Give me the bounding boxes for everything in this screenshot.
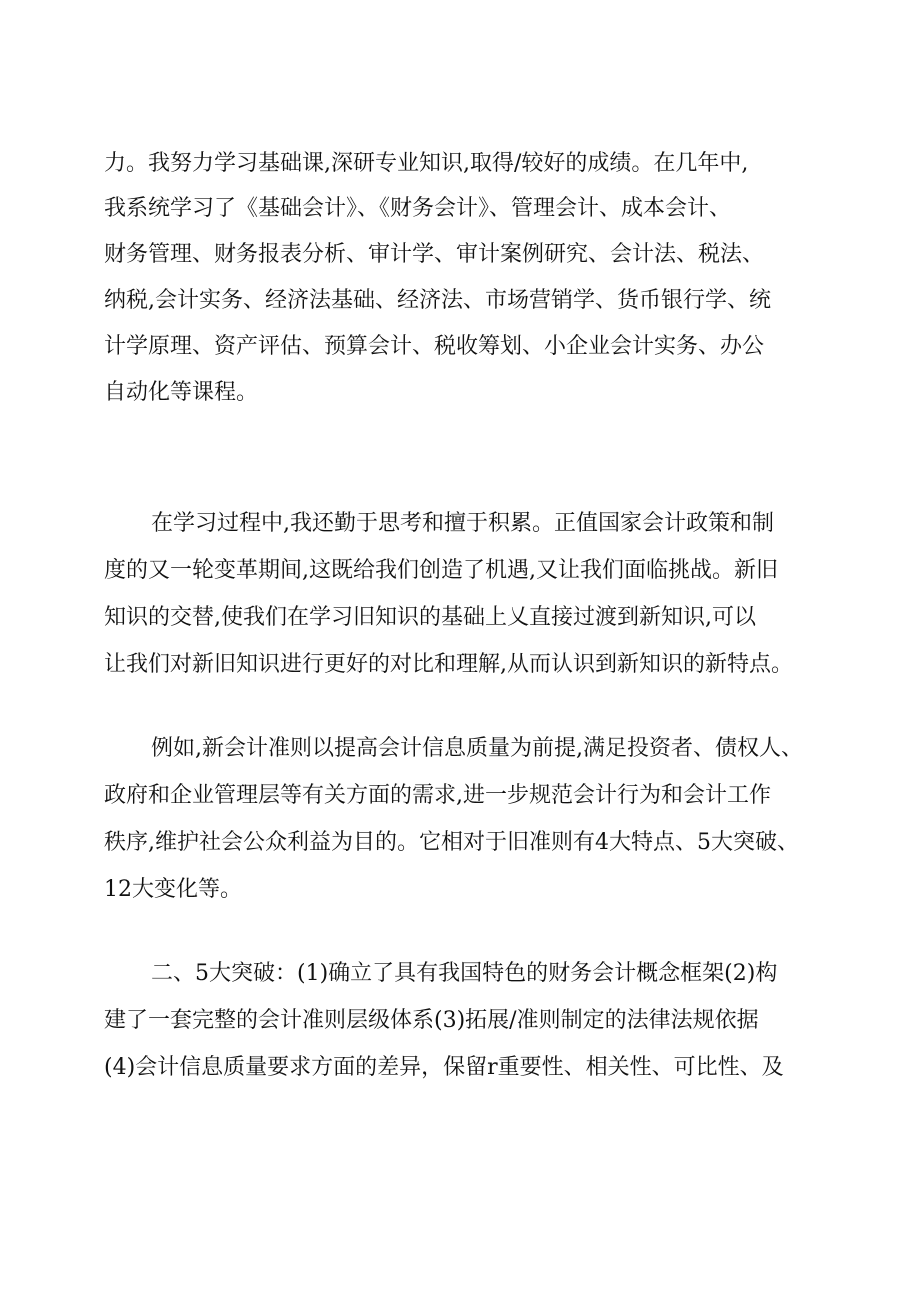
text-line: 秩序,维护社会公众利益为目的。它相对于旧准则有4大特点、5大突破、	[104, 830, 799, 855]
text-line: 12大变化等。	[104, 877, 242, 902]
text-line: 我系统学习了《基础会计》、《财务会计》、管理会计、成本会计、	[104, 196, 732, 221]
text-line: 自动化等课程。	[104, 380, 259, 405]
text-line: 建了一套完整的会计准则层级体系(3)拓展/准则制定的法律法规依据	[104, 1008, 759, 1033]
text-line: 财务管理、财务报表分析、审计学、审计案例研究、会计法、税法、	[104, 242, 765, 267]
text-line: (4)会计信息质量要求方面的差异，保留r重要性、相关性、可比性、及	[104, 1055, 784, 1080]
text-line: 政府和企业管理层等有关方面的需求,进一步规范会计行为和会计工作	[104, 783, 771, 808]
text-line: 在学习过程中,我还勤于思考和擅于积累。正值国家会计政策和制	[151, 511, 774, 536]
text-line: 例如,新会计准则以提高会计信息质量为前提,满足投资者、债权人、	[151, 736, 803, 761]
text-line: 知识的交替,使我们在学习旧知识的基础上乂直接过渡到新知识,可以	[104, 605, 756, 630]
text-line: 二、5大突破：(1)确立了具有我国特色的财务会计概念框架(2)构	[151, 961, 778, 986]
text-line: 度的又一轮变革期间,这既给我们创造了机遇,又让我们面临挑战。新旧	[104, 558, 778, 583]
text-line: 计学原理、资产评估、预算会计、税收筹划、小企业会计实务、办公	[104, 334, 765, 359]
text-line: 力。我努力学习基础课,深研专业知识,取得/较好的成绩。在几年中,	[104, 151, 749, 176]
text-line: 让我们对新旧知识进行更好的对比和理解,从而认识到新知识的新特点。	[104, 652, 793, 677]
text-line: 纳税,会计实务、经济法基础、经济法、市场营销学、货币银行学、统	[104, 288, 771, 313]
